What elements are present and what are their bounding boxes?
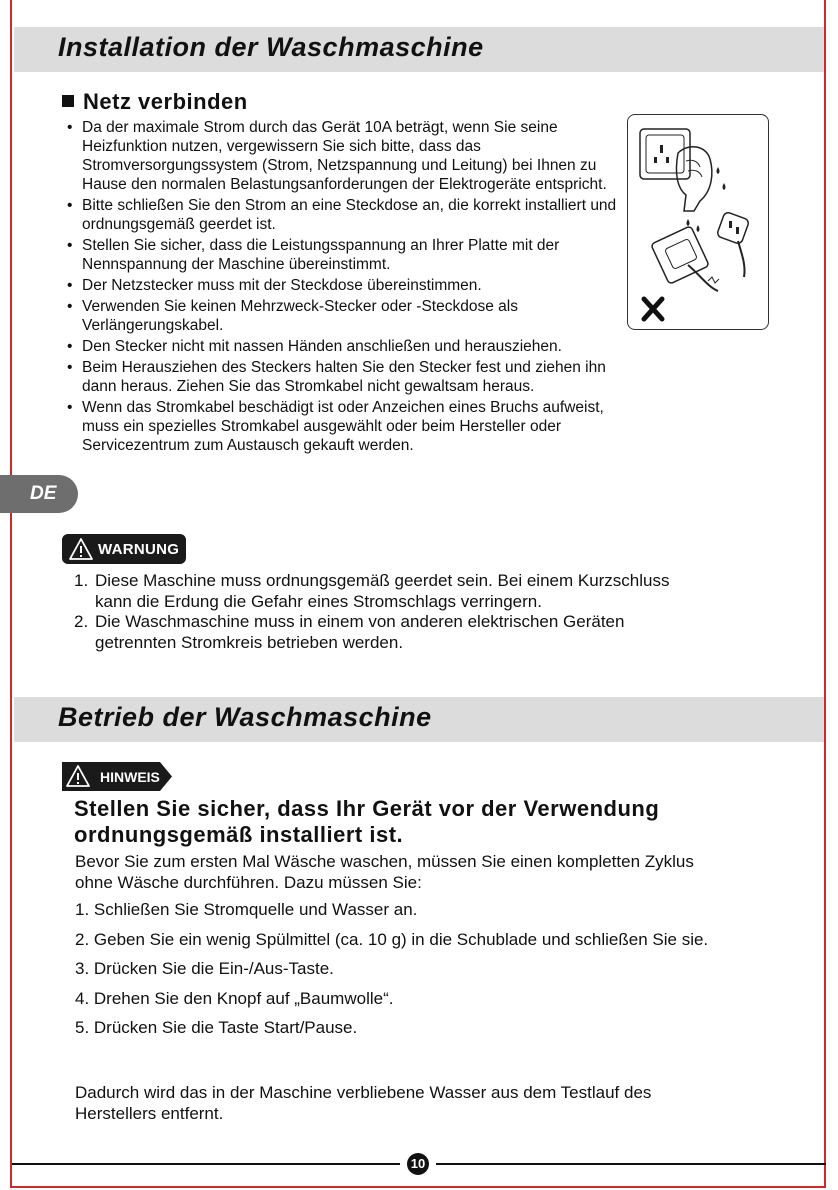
list-item: • Beim Herausziehen des Steckers halten Sie den Stecker fest und ziehen ihn dann heraus. Ziehen Sie das Stromkabel nicht gewaltsam heraus.	[64, 358, 630, 396]
list-item: 1. Schließen Sie Stromquelle und Wasser an.	[75, 900, 418, 919]
intro-paragraph: Bevor Sie zum ersten Mal Wäsche waschen, müssen Sie einen kompletten Zyklus ohne Wäsche durchführen. Dazu müssen Sie:	[75, 852, 694, 892]
item-text: Diese Maschine muss ordnungsgemäß geerdet sein. Bei einem Kurzschluss kann die Erdung die Gefahr eines Stromschlags verringern.	[95, 571, 670, 611]
notice-heading: Stellen Sie sicher, dass Ihr Gerät vor der Verwendung ordnungsgemäß installiert ist.	[74, 796, 660, 847]
bullet-list	[64, 118, 630, 457]
subheading-text: Netz verbinden	[83, 89, 248, 114]
list-item	[74, 571, 674, 612]
warning-triangle-icon	[68, 537, 94, 561]
section-title: Installation der Waschmaschine	[58, 32, 484, 62]
list-item: 3. Drücken Sie die Ein-/Aus-Taste.	[75, 959, 334, 978]
list-item: • Stellen Sie sicher, dass die Leistungsspannung an Ihrer Platte mit der Nennspannung der Maschine übereinstimmt.	[64, 236, 630, 274]
list-item: • Da der maximale Strom durch das Gerät 10A beträgt, wenn Sie seine Heizfunktion nutzen, vergewissern Sie sich bitte, dass das Stromversorgungssystem (Strom, Netzspannung und Leitung) bei Ihnen zu Hause den normalen Belastungsanforderungen der Elektrogeräte entspricht.	[64, 118, 630, 194]
list-item: 4. Drehen Sie den Knopf auf „Baumwolle“.	[75, 988, 394, 1008]
list-item: • Der Netzstecker muss mit der Steckdose übereinstimmen.	[64, 276, 630, 295]
section-header-betrieb	[14, 697, 824, 742]
list-item	[74, 612, 674, 653]
list-item: 5. Drücken Sie die Taste Start/Pause.	[75, 1018, 358, 1037]
section-header-installation	[14, 27, 824, 72]
language-tab-label: DE	[30, 483, 57, 504]
steps-list	[75, 900, 715, 1048]
subheading-netz-verbinden	[62, 89, 248, 115]
note-badge	[62, 762, 172, 791]
item-number: 1.	[74, 571, 89, 590]
footer-rule-right	[436, 1163, 826, 1165]
warning-badge	[62, 534, 186, 564]
illustration-drawing	[628, 115, 767, 328]
section-title: Betrieb der Waschmaschine	[58, 702, 432, 732]
list-item: 2. Geben Sie ein wenig Spülmittel (ca. 10 g) in die Schublade und schließen Sie sie.	[75, 929, 709, 949]
warning-list	[74, 571, 674, 653]
wet-hands-plug-warning-illustration	[627, 114, 769, 330]
list-item: • Den Stecker nicht mit nassen Händen anschließen und herausziehen.	[64, 337, 630, 356]
page-number: 10	[407, 1153, 429, 1175]
language-tab	[0, 475, 78, 513]
closing-paragraph: Dadurch wird das in der Maschine verbliebene Wasser aus dem Testlauf des Herstellers entfernt.	[75, 1083, 652, 1123]
footer-rule-left	[12, 1163, 400, 1165]
list-item: • Wenn das Stromkabel beschädigt ist oder Anzeichen eines Bruchs aufweist, muss ein spezielles Stromkabel ausgewählt oder beim Hersteller oder Servicezentrum zum Austausch gekauft werden.	[64, 398, 630, 455]
square-bullet-icon	[62, 95, 74, 107]
warning-label: WARNUNG	[98, 541, 180, 558]
list-item: • Verwenden Sie keinen Mehrzweck-Stecker oder -Steckdose als Verlängerungskabel.	[64, 297, 630, 335]
note-label: HINWEIS	[100, 769, 160, 785]
list-item: • Bitte schließen Sie den Strom an eine Steckdose an, die korrekt installiert und ordnungsgemäß geerdet ist.	[64, 196, 630, 234]
item-number: 2.	[74, 612, 89, 631]
item-text: Die Waschmaschine muss in einem von anderen elektrischen Geräten getrennten Stromkreis betrieben werden.	[95, 612, 625, 652]
